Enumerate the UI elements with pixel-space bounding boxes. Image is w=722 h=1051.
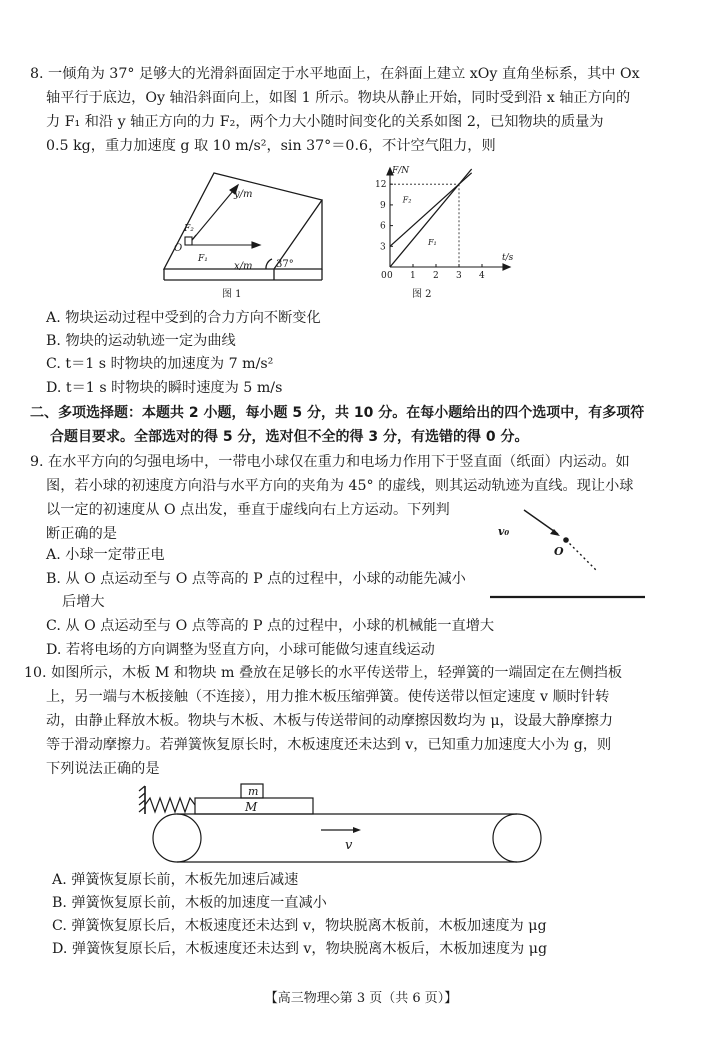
- dashed-45-line: [566, 540, 596, 570]
- q8-stem-line-2: 轴平行于底边，Oy 轴沿斜面向上，如图 1 所示。物块从静止开始，同时受到沿 x 轴正方向的: [46, 90, 631, 106]
- point-o: [563, 537, 569, 543]
- chart-x-tick-label: 4: [479, 271, 485, 281]
- q8-stem-line-1: 8. 一倾角为 37° 足够大的光滑斜面固定于水平地面上，在斜面上建立 xOy 直角坐标系，其中 Ox: [30, 66, 640, 82]
- fig1-f1-label: F₁: [198, 254, 208, 264]
- chart-series-label-f1: F₁: [427, 237, 437, 247]
- chart-x-tick-label: 0: [387, 271, 393, 281]
- fig1-y-label: y/m: [234, 189, 253, 200]
- section2-heading-line-1: 二、多项选择题：本题共 2 小题，每小题 5 分，共 10 分。在每小题给出的四个选项中，有多项符: [30, 405, 645, 421]
- fig1-f2-label: F₂: [184, 224, 194, 234]
- chart-y-tick-label: 12: [375, 180, 387, 191]
- incline-face: [164, 173, 322, 269]
- chart-y-tick-label: 6: [380, 221, 386, 232]
- section2-heading-line-2: 合题目要求。全部选对的得 5 分，选对但不全的得 3 分，有选错的得 0 分。: [50, 429, 529, 445]
- chart-series-label-f2: F₂: [402, 195, 412, 205]
- chart-x-tick-label: 2: [433, 271, 439, 281]
- chart-x-label: t/s: [502, 253, 514, 263]
- angle-arc: [266, 259, 272, 269]
- q9-option-d: D. 若将电场的方向调整为竖直方向，小球可能做匀速直线运动: [46, 642, 435, 658]
- right-pulley: [493, 814, 541, 862]
- chart-series-line: [390, 169, 472, 267]
- q9-option-b-cont: 后增大: [62, 594, 105, 610]
- q10-stem-line-4: 等于滑动摩擦力。若弹簧恢复原长时，木板速度还未达到 v，已知重力加速度大小为 g，则: [46, 737, 612, 753]
- q10-option-a: A. 弹簧恢复原长前，木板先加速后减速: [52, 872, 299, 888]
- q9-stem-line-4: 断正确的是: [46, 526, 117, 542]
- q10-stem-line-2: 上，另一端与木板接触（不连接），用力推木板压缩弹簧。使传送带以恒定速度 v 顺时针转: [46, 689, 610, 705]
- fig2-caption: 图 2: [412, 289, 432, 300]
- q9-o-label: O: [554, 545, 564, 558]
- fig1-origin-label: O: [174, 243, 183, 254]
- q10-figure-conveyor: [135, 782, 565, 872]
- q10-stem-line-1: 10. 如图所示，木板 M 和物块 m 叠放在足够长的水平传送带上，轻弹簧的一端固定在左侧挡板: [24, 665, 623, 681]
- q9-figure: [480, 498, 650, 608]
- fig1-angle-label: 37°: [276, 259, 294, 270]
- q8-figure-1-incline: [150, 165, 350, 305]
- q10-option-d: D. 弹簧恢复原长后，木板速度还未达到 v，物块脱离木板后，木板加速度为 μg: [52, 941, 548, 957]
- q10-stem-line-3: 动，由静止释放木板。物块与木板、木板与传送带间的动摩擦因数均为 μ，设最大静摩擦力: [46, 713, 614, 729]
- q8-option-b: B. 物块的运动轨迹一定为曲线: [46, 333, 236, 349]
- q9-option-b: B. 从 O 点运动至与 O 点等高的 P 点的过程中，小球的动能先减小: [46, 571, 466, 587]
- q9-stem-line-2: 图，若小球的初速度方向沿与水平方向的夹角为 45° 的虚线，则其运动轨迹为直线。现让小球: [46, 478, 634, 494]
- chart-x-tick-label: 1: [410, 271, 416, 281]
- chart-origin-label: 0: [381, 271, 387, 281]
- label-M: M: [245, 800, 258, 814]
- label-v: v: [345, 838, 353, 853]
- q8-stem-line-4: 0.5 kg，重力加速度 g 取 10 m/s²，sin 37°＝0.6，不计空气阻力，则: [46, 138, 496, 154]
- spring: [145, 798, 195, 812]
- q9-option-a: A. 小球一定带正电: [46, 547, 165, 563]
- q8-stem-line-3: 力 F₁ 和沿 y 轴正方向的力 F₂，两个力大小随时间变化的关系如图 2，已知物块的质量为: [46, 114, 604, 130]
- q8-option-a: A. 物块运动过程中受到的合力方向不断变化: [46, 310, 321, 326]
- q8-option-c: C. t＝1 s 时物块的加速度为 7 m/s²: [46, 356, 274, 372]
- q9-v0-label: v₀: [498, 525, 510, 538]
- q9-option-c: C. 从 O 点运动至与 O 点等高的 P 点的过程中，小球的机械能一直增大: [46, 618, 495, 634]
- q9-stem-line-1: 9. 在水平方向的匀强电场中，一带电小球仅在重力和电场力作用下于竖直面（纸面）内运动。如: [30, 454, 630, 470]
- chart-y-label: F/N: [392, 166, 410, 176]
- left-pulley: [153, 814, 201, 862]
- chart-x-tick-label: 3: [456, 271, 462, 281]
- page-footer: 【高三物理◇第 3 页（共 6 页）】: [264, 991, 458, 1006]
- fig1-caption: 图 1: [222, 289, 242, 300]
- q9-stem-line-3: 以一定的初速度从 O 点出发，垂直于虚线向右上方运动。下列判: [46, 502, 450, 518]
- q10-stem-line-5: 下列说法正确的是: [46, 761, 160, 777]
- q10-option-b: B. 弹簧恢复原长前，木板的加速度一直减小: [52, 895, 327, 911]
- q8-figure-2-chart: [370, 165, 520, 305]
- chart-y-tick-label: 9: [380, 200, 386, 211]
- label-m: m: [248, 785, 259, 798]
- q8-option-d: D. t＝1 s 时物块的瞬时速度为 5 m/s: [46, 380, 283, 396]
- fig1-x-label: x/m: [234, 261, 253, 272]
- chart-y-tick-label: 3: [380, 242, 386, 253]
- q10-option-c: C. 弹簧恢复原长后，木板速度还未达到 v，物块脱离木板前，木板加速度为 μg: [52, 918, 547, 934]
